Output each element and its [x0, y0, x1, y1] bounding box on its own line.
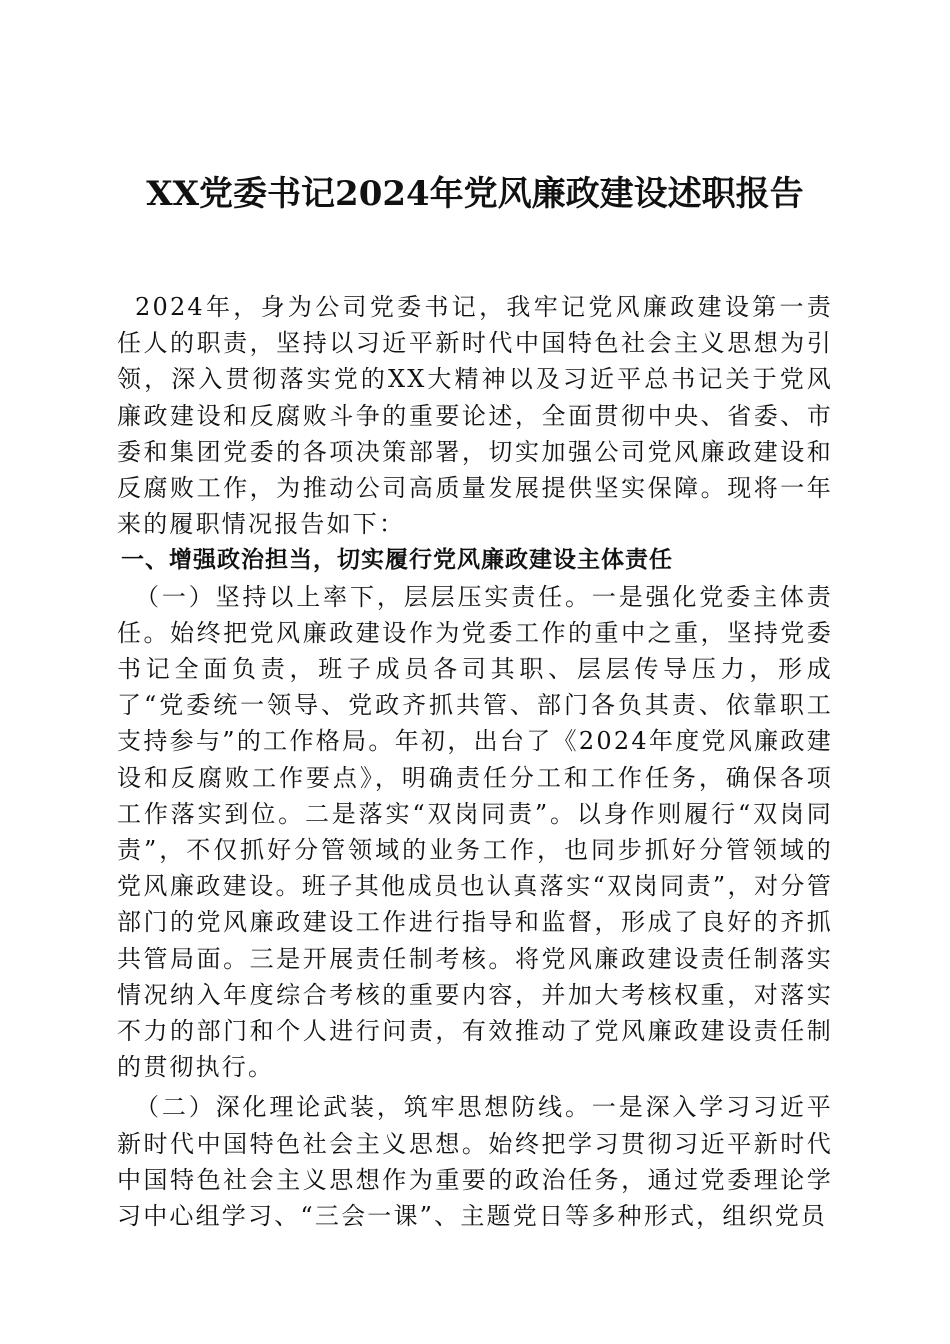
- section-heading: 一、增强政治担当，切实履行党风廉政建设主体责任: [121, 547, 673, 574]
- document-title: XX党委书记2024年党风廉政建设述职报告: [146, 174, 804, 214]
- body-paragraph: （一）坚持以上率下，层层压实责任。一是强化党委主体责任。始终把党风廉政建设作为党委工作的重中之重，坚持党委书记全面负责，班子成员各司其职、层层传导压力，形成了“党委统一领导、党政齐抓共管、部门各负其责、依靠职工支持参与”的工作格局。年初，出台了《2024年度党风廉政建设和反腐败工作要点》，明确责任分工和工作任务，确保各项工作落实到位。二是落实“双岗同责”。以身作则履行“双岗同责”，不仅抓好分管领域的业务工作，也同步抓好分管领域的党风廉政建设。班子其他成员也认真落实“双岗同责”，对分管部门的党风廉政建设工作进行指导和监督，形成了良好的齐抓共管局面。三是开展责任制考核。将党风廉政建设责任制落实情况纳入年度综合考核的重要内容，并加大考核权重，对落实不力的部门和个人进行问责，有效推动了党风廉政建设责任制的贯彻执行。: [117, 582, 833, 1082]
- document-body: [117, 289, 833, 1234]
- intro-paragraph: 2024年，身为公司党委书记，我牢记党风廉政建设第一责任人的职责，坚持以习近平新时代中国特色社会主义思想为引领，深入贯彻落实党的XX大精神以及习近平总书记关于党风廉政建设和反腐败斗争的重要论述，全面贯彻中央、省委、市委和集团党委的各项决策部署，切实加强公司党风廉政建设和反腐败工作，为推动公司高质量发展提供坚实保障。现将一年来的履职情况报告如下：: [117, 293, 833, 539]
- body-paragraph: （二）深化理论武装，筑牢思想防线。一是深入学习习近平新时代中国特色社会主义思想。始终把学习贯彻习近平新时代中国特色社会主义思想作为重要的政治任务，通过党委理论学习中心组学习、“三会一课”、主题党日等多种形式，组织党员: [117, 1093, 833, 1231]
